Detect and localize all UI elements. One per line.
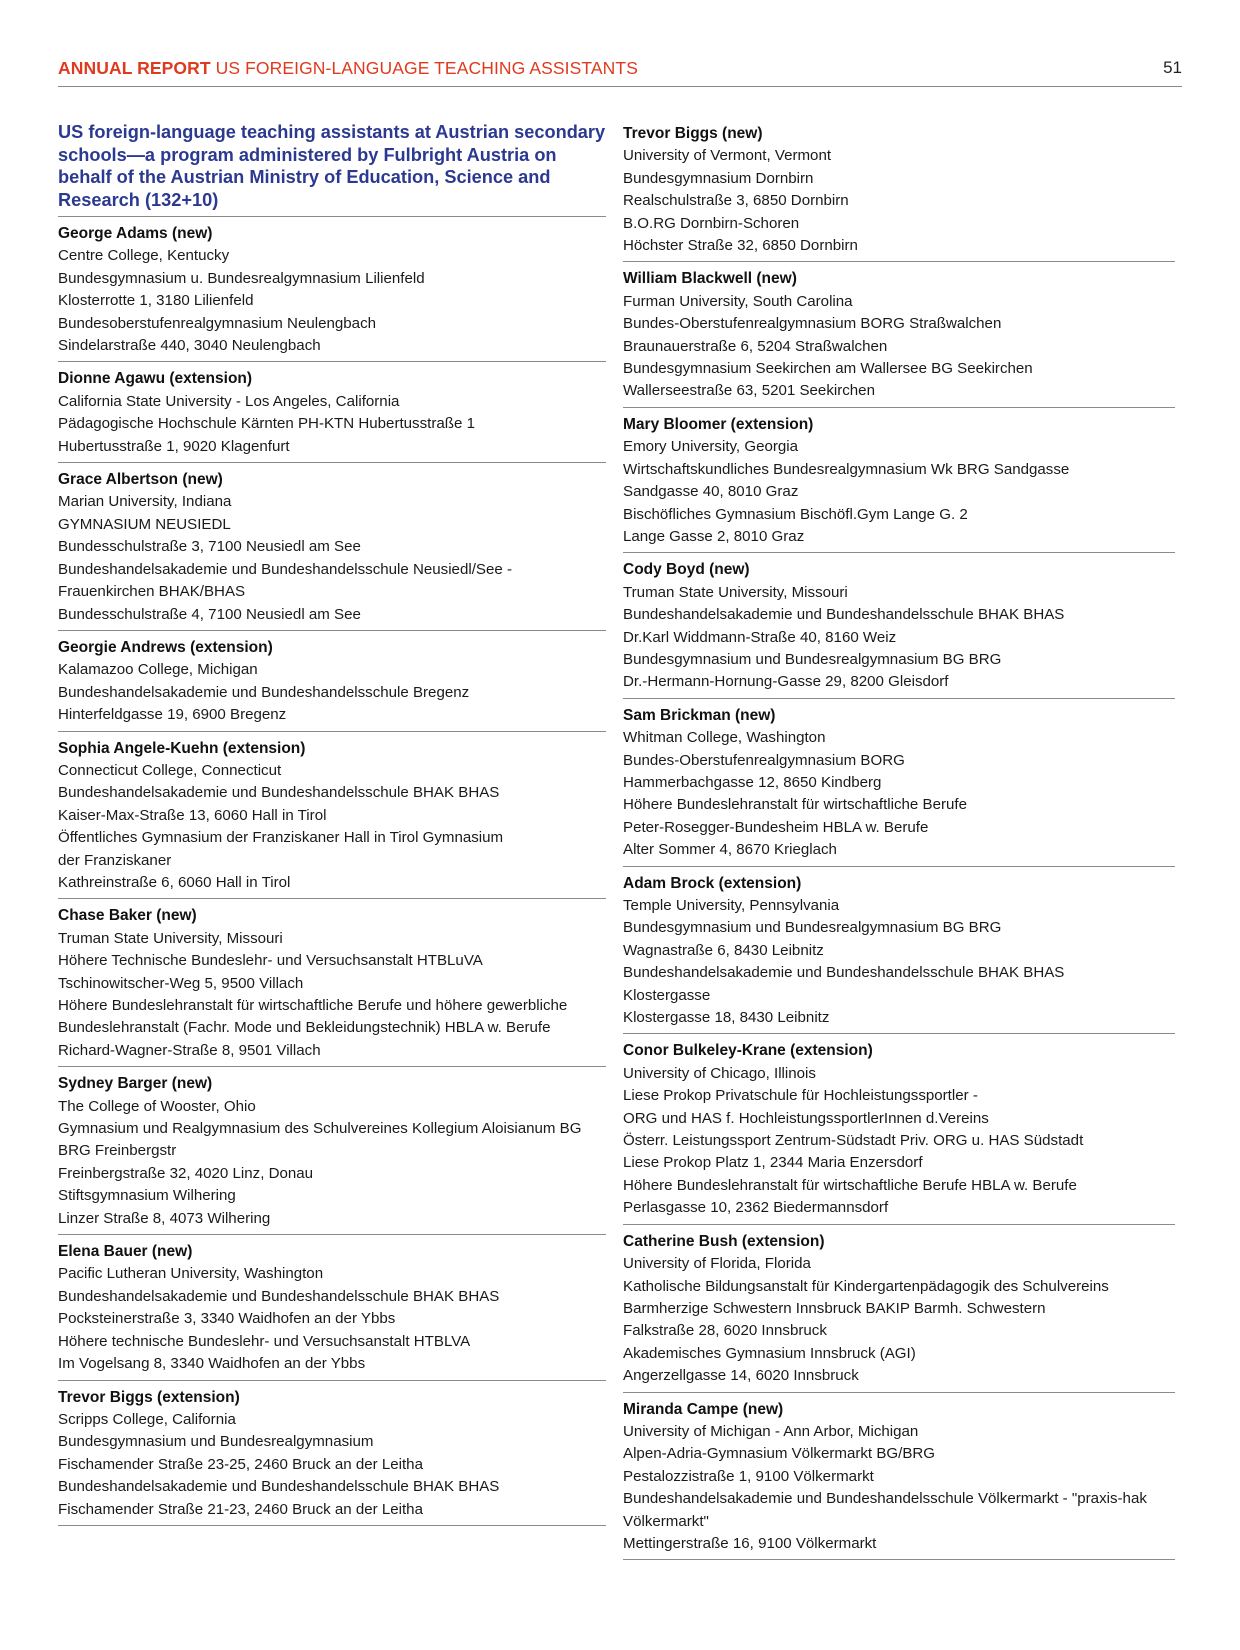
assistant-entry bbox=[58, 899, 606, 1067]
assistant-name: George Adams (new) bbox=[58, 225, 213, 242]
entry-line: Bundeshandelsakademie und Bundeshandelsschule BHAK BHAS bbox=[58, 784, 500, 802]
entry-line: Centre College, Kentucky bbox=[58, 247, 230, 265]
left-column bbox=[58, 121, 606, 1526]
entry-line: Höhere Bundeslehranstalt für wirtschaftliche Berufe und höhere gewerbliche bbox=[58, 997, 568, 1014]
assistant-name: Grace Albertson (new) bbox=[58, 471, 223, 489]
entry-line: BRG Freinbergstr bbox=[58, 1142, 177, 1160]
entry-line: Mettingerstraße 16, 9100 Völkermarkt bbox=[623, 1534, 877, 1552]
entry-line: Bundesgymnasium und Bundesrealgymnasium BG BRG bbox=[623, 919, 1002, 937]
assistant-entry bbox=[58, 463, 606, 631]
entry-line: University of Chicago, Illinois bbox=[623, 1064, 816, 1082]
assistant-entry bbox=[58, 1067, 606, 1235]
entry-line: Höhere Technische Bundeslehr- und Versuchsanstalt HTBLuVA bbox=[58, 952, 483, 970]
assistant-name: Mary Bloomer (extension) bbox=[623, 415, 814, 433]
assistant-entry bbox=[58, 217, 606, 362]
entry-line: ORG und HAS f. HochleistungssportlerInnen d.Vereins bbox=[623, 1109, 989, 1127]
entry-line: Wallerseestraße 63, 5201 Seekirchen bbox=[623, 382, 875, 400]
entry-line: Hubertusstraße 1, 9020 Klagenfurt bbox=[58, 437, 290, 455]
entry-line: Klostergasse 18, 8430 Leibnitz bbox=[623, 1009, 830, 1027]
entry-line: Temple University, Pennsylvania bbox=[623, 897, 840, 914]
assistant-entry bbox=[58, 1235, 606, 1380]
entry-line: Bundes-Oberstufenrealgymnasium BORG Straßwalchen bbox=[623, 315, 1002, 333]
header-subtitle: US FOREIGN-LANGUAGE TEACHING ASSISTANTS bbox=[215, 58, 638, 78]
entry-line: Alter Sommer 4, 8670 Krieglach bbox=[623, 841, 837, 859]
entry-line: Furman University, South Carolina bbox=[623, 292, 853, 310]
assistant-entry bbox=[623, 1034, 1175, 1224]
entry-line: Truman State University, Missouri bbox=[58, 929, 283, 947]
entry-line: Linzer Straße 8, 4073 Wilhering bbox=[58, 1209, 271, 1227]
entry-line: Hinterfeldgasse 19, 6900 Bregenz bbox=[58, 706, 287, 724]
entry-line: Klostergasse bbox=[623, 986, 711, 1004]
assistant-name: Elena Bauer (new) bbox=[58, 1243, 193, 1261]
entry-line: Kathreinstraße 6, 6060 Hall in Tirol bbox=[58, 873, 291, 891]
entry-line: Akademisches Gymnasium Innsbruck (AGI) bbox=[623, 1344, 916, 1362]
entry-line: Truman State University, Missouri bbox=[623, 583, 848, 601]
entry-line: B.O.RG Dornbirn-Schoren bbox=[623, 214, 800, 232]
entry-line: Dr.Karl Widdmann-Straße 40, 8160 Weiz bbox=[623, 628, 897, 646]
entry-line: Scripps College, California bbox=[58, 1410, 236, 1428]
entry-line: Pädagogische Hochschule Kärnten PH-KTN Hubertusstraße 1 bbox=[58, 415, 475, 433]
assistant-entry bbox=[623, 408, 1175, 553]
entry-line: Völkermarkt" bbox=[623, 1512, 709, 1530]
assistant-name: Miranda Campe (new) bbox=[623, 1400, 784, 1418]
assistant-name: Georgie Andrews (extension) bbox=[58, 638, 273, 656]
entry-line: Perlasgasse 10, 2362 Biedermannsdorf bbox=[623, 1199, 889, 1217]
entry-line: GYMNASIUM NEUSIEDL bbox=[58, 515, 231, 533]
entry-line: Klosterrotte 1, 3180 Lilienfeld bbox=[58, 292, 254, 310]
entry-line: Marian University, Indiana bbox=[58, 493, 232, 511]
entry-line: Alpen-Adria-Gymnasium Völkermarkt BG/BRG bbox=[623, 1445, 936, 1463]
assistant-name: Sam Brickman (new) bbox=[623, 706, 776, 724]
entry-line: Bundeshandelsakademie und Bundeshandelsschule BHAK BHAS bbox=[58, 1287, 500, 1305]
assistant-name: Catherine Bush (extension) bbox=[623, 1232, 825, 1250]
entry-line: Bundesgymnasium und Bundesrealgymnasium BG BRG bbox=[623, 650, 1002, 668]
entry-line: Bundeshandelsakademie und Bundeshandelsschule BHAK BHAS bbox=[623, 964, 1065, 982]
assistant-name: Cody Boyd (new) bbox=[623, 561, 750, 579]
entry-line: Öffentliches Gymnasium der Franziskaner Hall in Tirol Gymnasium bbox=[58, 829, 504, 847]
entry-line: Realschulstraße 3, 6850 Dornbirn bbox=[623, 192, 849, 210]
entry-line: Freinbergstraße 32, 4020 Linz, Donau bbox=[58, 1164, 314, 1182]
entry-line: Höhere Bundeslehranstalt für wirtschaftliche Berufe HBLA w. Berufe bbox=[623, 1176, 1077, 1194]
page-number: 51 bbox=[1163, 58, 1182, 77]
assistant-name: Chase Baker (new) bbox=[58, 907, 197, 925]
header-title bbox=[58, 58, 638, 79]
entry-line: Wagnastraße 6, 8430 Leibnitz bbox=[623, 941, 824, 959]
entry-line: Dr.-Hermann-Hornung-Gasse 29, 8200 Gleisdorf bbox=[623, 673, 949, 691]
assistant-entry bbox=[623, 699, 1175, 867]
entry-line: Höchster Straße 32, 6850 Dornbirn bbox=[623, 237, 858, 255]
assistant-name: Adam Brock (extension) bbox=[623, 874, 802, 892]
assistant-entry bbox=[623, 1393, 1175, 1561]
entry-line: Barmherzige Schwestern Innsbruck BAKIP Barmh. Schwestern bbox=[623, 1299, 1046, 1317]
entry-line: Hammerbachgasse 12, 8650 Kindberg bbox=[623, 773, 882, 791]
entry-line: der Franziskaner bbox=[58, 851, 172, 869]
section-heading: US foreign-language teaching assistants at Austrian secondary schools—a program administered by Fulbright Austria on behalf of the Austrian Ministry of Education, Science and Research (132+10) bbox=[58, 121, 606, 217]
entry-line: Bundeshandelsakademie und Bundeshandelsschule Bregenz bbox=[58, 683, 470, 701]
entry-line: Fischamender Straße 23-25, 2460 Bruck an der Leitha bbox=[58, 1455, 423, 1473]
entry-line: Kalamazoo College, Michigan bbox=[58, 661, 258, 679]
entry-line: Pacific Lutheran University, Washington bbox=[58, 1265, 324, 1283]
entry-line: Sandgasse 40, 8010 Graz bbox=[623, 483, 799, 501]
entry-line: Bundesgymnasium Seekirchen am Wallersee BG Seekirchen bbox=[623, 360, 1033, 378]
assistant-entry bbox=[58, 1381, 606, 1526]
entry-line: Höhere technische Bundeslehr- und Versuchsanstalt HTBLVA bbox=[58, 1332, 471, 1350]
entry-line: Braunauerstraße 6, 5204 Straßwalchen bbox=[623, 337, 888, 355]
assistant-name: Dionne Agawu (extension) bbox=[58, 370, 253, 388]
entry-line: Sindelarstraße 440, 3040 Neulengbach bbox=[58, 337, 321, 355]
assistant-name: Sophia Angele-Kuehn (extension) bbox=[58, 739, 306, 757]
assistant-name: Trevor Biggs (new) bbox=[623, 125, 763, 142]
entry-line: Bundeshandelsakademie und Bundeshandelsschule BHAK BHAS bbox=[623, 606, 1065, 624]
entry-line: Peter-Rosegger-Bundesheim HBLA w. Berufe bbox=[623, 818, 929, 836]
assistant-name: Sydney Barger (new) bbox=[58, 1075, 213, 1093]
assistant-entry bbox=[623, 867, 1175, 1035]
assistant-entry bbox=[623, 262, 1175, 407]
entry-line: Connecticut College, Connecticut bbox=[58, 761, 282, 779]
entry-line: Angerzellgasse 14, 6020 Innsbruck bbox=[623, 1367, 859, 1385]
assistant-name: Trevor Biggs (extension) bbox=[58, 1388, 240, 1406]
entry-line: Bundesoberstufenrealgymnasium Neulengbach bbox=[58, 314, 377, 332]
entry-line: Österr. Leistungssport Zentrum-Südstadt Priv. ORG u. HAS Südstadt bbox=[623, 1132, 1084, 1150]
assistant-name: William Blackwell (new) bbox=[623, 270, 797, 288]
entry-line: Fischamender Straße 21-23, 2460 Bruck an der Leitha bbox=[58, 1500, 423, 1518]
assistant-entry bbox=[623, 1225, 1175, 1393]
entry-line: Bundeshandelsakademie und Bundeshandelsschule Völkermarkt - "praxis-hak bbox=[623, 1490, 1147, 1508]
assistant-entry bbox=[623, 553, 1175, 698]
entry-line: Whitman College, Washington bbox=[623, 729, 826, 747]
right-column bbox=[623, 123, 1175, 1560]
entry-line: Tschinowitscher-Weg 5, 9500 Villach bbox=[58, 974, 304, 992]
entry-line: The College of Wooster, Ohio bbox=[58, 1097, 256, 1115]
entry-line: Emory University, Georgia bbox=[623, 438, 799, 456]
assistant-entry bbox=[58, 362, 606, 463]
entry-line: Liese Prokop Platz 1, 2344 Maria Enzersdorf bbox=[623, 1154, 923, 1172]
entry-line: Bundesschulstraße 4, 7100 Neusiedl am See bbox=[58, 605, 361, 623]
entry-line: Liese Prokop Privatschule für Hochleistungssportler - bbox=[623, 1087, 978, 1105]
assistant-entry bbox=[623, 123, 1175, 262]
entry-line: Bundesschulstraße 3, 7100 Neusiedl am See bbox=[58, 538, 361, 556]
entry-line: Richard-Wagner-Straße 8, 9501 Villach bbox=[58, 1041, 321, 1059]
entry-line: Bundesgymnasium und Bundesrealgymnasium bbox=[58, 1433, 374, 1451]
entry-line: University of Florida, Florida bbox=[623, 1255, 811, 1273]
entry-line: Höhere Bundeslehranstalt für wirtschaftliche Berufe bbox=[623, 796, 967, 814]
entry-line: Stiftsgymnasium Wilhering bbox=[58, 1187, 236, 1205]
assistant-entry bbox=[58, 631, 606, 732]
entry-line: Bundesgymnasium u. Bundesrealgymnasium Lilienfeld bbox=[58, 269, 425, 287]
entry-line: Bundeshandelsakademie und Bundeshandelsschule BHAK BHAS bbox=[58, 1478, 500, 1496]
page-header bbox=[58, 56, 1182, 87]
assistant-entry bbox=[58, 732, 606, 900]
entry-line: Lange Gasse 2, 8010 Graz bbox=[623, 527, 805, 545]
entry-line: Falkstraße 28, 6020 Innsbruck bbox=[623, 1322, 827, 1340]
entry-line: Kaiser-Max-Straße 13, 6060 Hall in Tirol bbox=[58, 806, 327, 824]
entry-line: Gymnasium und Realgymnasium des Schulvereines Kollegium Aloisianum BG bbox=[58, 1120, 582, 1138]
header-report-label: ANNUAL REPORT bbox=[58, 58, 211, 78]
entry-line: Im Vogelsang 8, 3340 Waidhofen an der Ybbs bbox=[58, 1355, 366, 1373]
entry-line: Bundeshandelsakademie und Bundeshandelsschule Neusiedl/See - bbox=[58, 560, 512, 578]
entry-line: University of Michigan - Ann Arbor, Michigan bbox=[623, 1422, 919, 1440]
entry-line: Wirtschaftskundliches Bundesrealgymnasium Wk BRG Sandgasse bbox=[623, 460, 1070, 478]
entry-line: Frauenkirchen BHAK/BHAS bbox=[58, 583, 246, 601]
entry-line: Katholische Bildungsanstalt für Kindergartenpädagogik des Schulvereins bbox=[623, 1277, 1109, 1295]
entry-line: California State University - Los Angeles, California bbox=[58, 392, 400, 410]
entry-line: Bundes-Oberstufenrealgymnasium BORG bbox=[623, 751, 905, 769]
entry-line: Bundesgymnasium Dornbirn bbox=[623, 169, 814, 187]
entry-line: University of Vermont, Vermont bbox=[623, 147, 832, 165]
entry-line: Pestalozzistraße 1, 9100 Völkermarkt bbox=[623, 1467, 874, 1485]
entry-line: Bischöfliches Gymnasium Bischöfl.Gym Lange G. 2 bbox=[623, 505, 968, 523]
assistant-name: Conor Bulkeley-Krane (extension) bbox=[623, 1042, 873, 1060]
entry-line: Bundeslehranstalt (Fachr. Mode und Bekleidungstechnik) HBLA w. Berufe bbox=[58, 1019, 551, 1037]
entry-line: Pocksteinerstraße 3, 3340 Waidhofen an der Ybbs bbox=[58, 1310, 396, 1328]
